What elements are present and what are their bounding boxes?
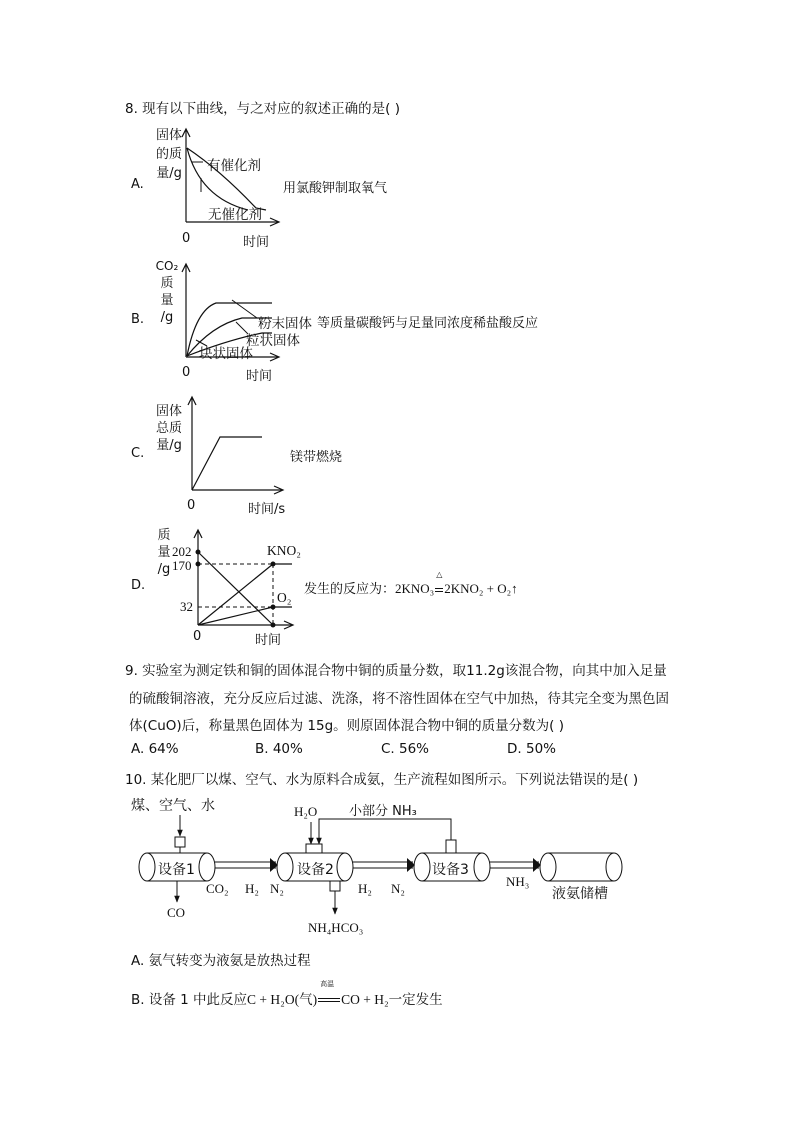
q10-tank-shape	[540, 853, 622, 881]
q8-stem: 8. 现有以下曲线，与之对应的叙述正确的是( )	[125, 101, 400, 117]
q10-h2o-label: H₂O	[294, 804, 318, 819]
q10-b-eq-left: C + H₂O(气)	[247, 992, 318, 1007]
q8-d-series-o2: O₂	[277, 590, 292, 605]
q10-device1-inlet	[175, 837, 185, 847]
q10-inputs-label: 煤、空气、水	[131, 798, 215, 814]
q10-recycle-label: 小部分 NH₃	[349, 804, 417, 819]
q8-a-origin: 0	[182, 231, 191, 246]
q10-option-a: A. 氨气转变为液氨是放热过程	[131, 953, 311, 969]
q8-c-xlabel: 时间/s	[248, 502, 286, 517]
q10-device1-shape	[139, 853, 215, 881]
q8-b-curve2-label: 粒状固体	[246, 333, 300, 349]
q10-option-b: B. 设备 1 中此反应C + H₂O(气) 高温 CO + H₂一定发生	[131, 980, 443, 1008]
q8-d-products: 2KNO₂ + O₂↑	[444, 581, 518, 596]
q8-a-curve1-label: 有催化剂	[207, 158, 261, 174]
q10-device2-inlet	[306, 844, 322, 853]
q8-c-ylabel: 固体 总质 量/g	[156, 404, 183, 453]
q8-c-origin: 0	[187, 498, 196, 513]
q8-b-ylabel: CO₂ 质 量 /g	[155, 259, 179, 325]
q8-d-condition: △	[434, 582, 444, 597]
q8-b-curve1-label: 粉末固体	[258, 316, 312, 332]
q8-d-xlabel: 时间	[255, 633, 282, 648]
q8-d-series-kno2: KNO₂	[267, 543, 301, 558]
q8-d-tick-170: 170	[172, 558, 192, 573]
q9-option-b: B. 40%	[255, 741, 303, 757]
q10-device2-outlet	[330, 881, 340, 891]
q10-device3: 设备3	[432, 862, 469, 878]
q8-c-description: 镁带燃烧	[290, 450, 343, 465]
q8-d-ylabel: 质 量 /g	[157, 528, 171, 577]
q10-n2-label-1: N₂	[270, 881, 284, 896]
q8-d-equation: 发生的反应为：2KNO₃ △ 2KNO₂ + O₂↑	[304, 570, 518, 597]
q9-stem-line1: 9. 实验室为测定铁和铜的固体混合物中铜的质量分数，取11.2g该混合物，向其中加入足量	[125, 663, 667, 679]
q8-option-d-letter: D.	[131, 578, 146, 593]
q8-a-description: 用氯酸钾制取氧气	[283, 181, 388, 196]
q10-b-condition: 高温	[317, 992, 341, 1008]
q8-b-curve3-label: 块状固体	[199, 346, 253, 362]
q8-a-curve2-label: 无催化剂	[208, 207, 262, 223]
q8-option-c-letter: C.	[131, 446, 145, 461]
q10-tank-label: 液氨储槽	[552, 886, 608, 902]
q10-device2: 设备2	[297, 862, 334, 878]
q10-recycle-line	[319, 819, 451, 844]
q10-device1: 设备1	[158, 862, 195, 878]
q10-stem: 10. 某化肥厂以煤、空气、水为原料合成氨，生产流程如图所示。下列说法错误的是( )	[125, 772, 639, 788]
q8-a-xlabel: 时间	[243, 235, 270, 250]
q8-b-xlabel: 时间	[246, 369, 273, 384]
q10-h2-label-2: H₂	[358, 881, 372, 896]
q10-nh4hco3-label: NH₄HCO₃	[308, 920, 364, 935]
q8-b-origin: 0	[182, 365, 191, 380]
q8-a-ylabel: 固体 的质 量/g	[156, 128, 183, 181]
q10-co2-label: CO₂	[206, 881, 229, 896]
q8-d-tick-32: 32	[180, 599, 193, 614]
q9-stem-line3: 体(CuO)后，称量黑色固体为 15g。则原固体混合物中铜的质量分数为( )	[129, 718, 565, 734]
q9-option-a: A. 64%	[131, 741, 179, 757]
q10-h2-label-1: H₂	[245, 881, 259, 896]
q8-d-reactant: 2KNO₃	[395, 581, 435, 596]
q8-option-b-letter: B.	[131, 312, 145, 327]
q8-b-description: 等质量碳酸钙与足量同浓度稀盐酸反应	[317, 316, 539, 331]
q10-device3-shape	[414, 853, 490, 881]
q9-option-d: D. 50%	[507, 741, 556, 757]
q8-d-origin: 0	[193, 629, 202, 644]
q10-nh3-label: NH₃	[506, 874, 530, 889]
q10-n2-label-2: N₂	[391, 881, 405, 896]
q9-option-c: C. 56%	[381, 741, 430, 757]
q10-device3-outlet	[446, 840, 456, 853]
q8-d-tick-202: 202	[172, 544, 192, 559]
q8-option-a-letter: A.	[131, 177, 144, 192]
q10-co-label: CO	[167, 905, 186, 920]
q10-b-eq-right: CO + H₂	[341, 992, 389, 1007]
q10-device2-shape	[277, 853, 353, 881]
q9-stem-line2: 的硫酸铜溶液，充分反应后过滤、洗涤，将不溶性固体在空气中加热，待其完全变为黑色固	[129, 691, 669, 707]
